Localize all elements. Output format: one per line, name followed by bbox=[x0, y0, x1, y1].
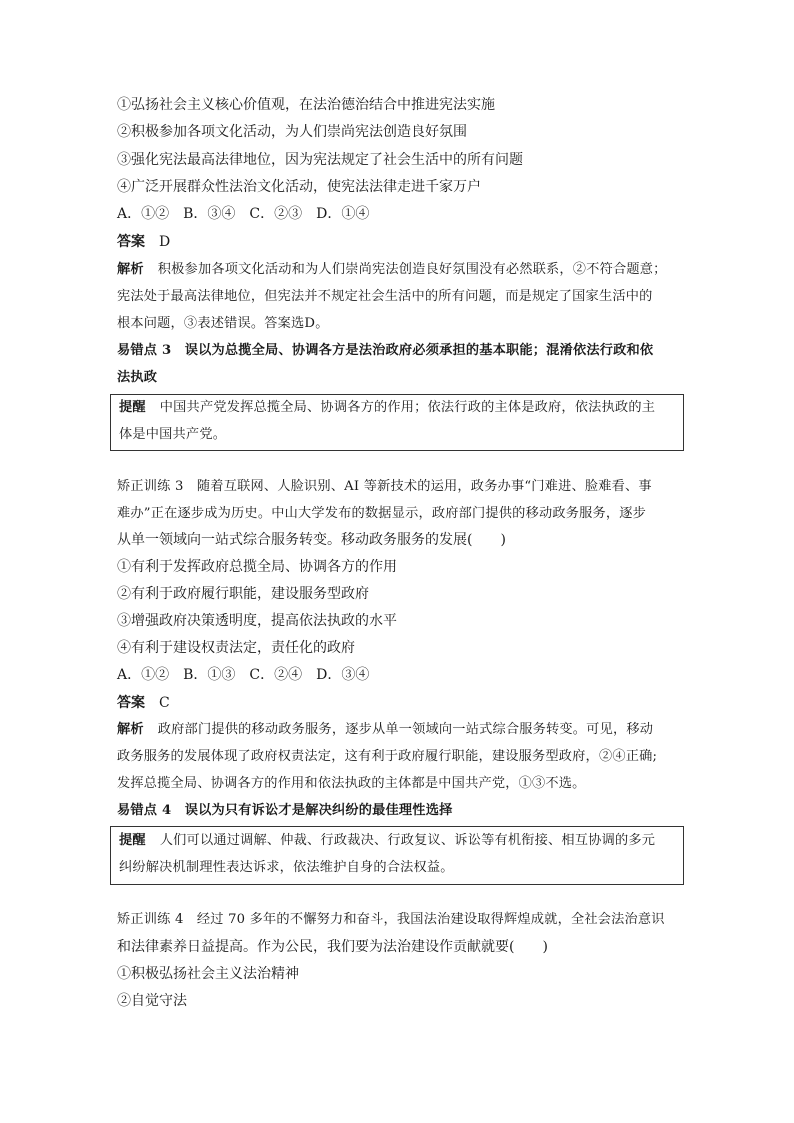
tip-box bbox=[110, 826, 684, 885]
tip-line: 体是中国共产党。 bbox=[119, 427, 227, 442]
answer-value: D bbox=[159, 234, 171, 250]
analysis-line: 宪法处于最高法律地位，但宪法并不规定社会生活中的所有问题，而是规定了国家生活中的 bbox=[117, 289, 653, 304]
tip-label: 提醒 bbox=[119, 400, 146, 415]
choices-line: A．①② B．①③ C．②④ D．③④ bbox=[117, 667, 370, 683]
option-line: ④广泛开展群众性法治文化活动，使宪法法律走进千家万户 bbox=[117, 179, 481, 195]
tip-box bbox=[110, 394, 684, 451]
answer-line bbox=[117, 232, 170, 252]
option-line: ①积极弘扬社会主义法治精神 bbox=[117, 966, 299, 982]
answer-line bbox=[117, 693, 170, 713]
option-line: ④有利于建设权责法定，责任化的政府 bbox=[117, 640, 355, 656]
analysis-line: 政务服务的发展体现了政府权责法定，这有利于政府履行职能，建设服务型政府，②④正确; bbox=[117, 749, 658, 764]
option-line: ②积极参加各项文化活动，为人们崇尚宪法创造良好氛围 bbox=[117, 124, 467, 140]
tip-label: 提醒 bbox=[119, 833, 146, 848]
option-line: ②有利于政府履行职能，建设服务型政府 bbox=[117, 586, 369, 602]
analysis-line: 根本问题，③表述错误。答案选D。 bbox=[117, 316, 329, 331]
option-line: ③强化宪法最高法律地位，因为宪法规定了社会生活中的所有问题 bbox=[117, 152, 523, 168]
analysis-line: 发挥总揽全局、协调各方的作用和依法执政的主体都是中国共产党，①③不选。 bbox=[117, 776, 586, 791]
question-stem: 矫正训练 4 经过 70 多年的不懈努力和奋斗，我国法治建设取得辉煌成就，全社会法治意识 bbox=[117, 912, 665, 927]
tip-text: 中国共产党发挥总揽全局、协调各方的作用；依法行政的主体是政府，依法执政的主 bbox=[159, 400, 656, 415]
tip-text: 人们可以通过调解、仲裁、行政裁决、行政复议、诉讼等有机衔接、相互协调的多元 bbox=[159, 833, 656, 848]
analysis-label: 解析 bbox=[117, 722, 144, 737]
option-line: ①有利于发挥政府总揽全局、协调各方的作用 bbox=[117, 559, 397, 575]
answer-value: C bbox=[159, 695, 170, 711]
analysis-line bbox=[117, 720, 653, 740]
question-stem: 从单一领域向一站式综合服务转变。移动政务服务的发展( ) bbox=[117, 532, 506, 548]
tip-line bbox=[119, 398, 655, 418]
option-line: ③增强政府决策透明度，提高依法执政的水平 bbox=[117, 613, 397, 629]
answer-label: 答案 bbox=[117, 234, 145, 250]
question-stem: 矫正训练 3 随着互联网、人脸识别、AI 等新技术的运用，政务办事“门难进、脸难看、事 bbox=[117, 479, 652, 494]
choices-line: A．①② B．③④ C．②③ D．①④ bbox=[117, 206, 370, 222]
tip-line: 纠纷解决机制理性表达诉求，依法维护自身的合法权益。 bbox=[119, 860, 454, 875]
option-line: ①弘扬社会主义核心价值观，在法治德治结合中推进宪法实施 bbox=[117, 97, 495, 113]
analysis-text: 政府部门提供的移动政务服务，逐步从单一领域向一站式综合服务转变。可见，移动 bbox=[157, 722, 654, 737]
answer-label: 答案 bbox=[117, 695, 145, 711]
analysis-label: 解析 bbox=[117, 262, 144, 277]
error-point-heading: 法执政 bbox=[117, 370, 158, 385]
question-stem: 难办”正在逐步成为历史。中山大学发布的数据显示，政府部门提供的移动政务服务，逐步 bbox=[117, 506, 647, 521]
analysis-line bbox=[117, 260, 667, 280]
error-point-heading: 易错点 4 误以为只有诉讼才是解决纠纷的最佳理性选择 bbox=[117, 803, 453, 818]
tip-line bbox=[119, 831, 655, 851]
option-line: ②自觉守法 bbox=[117, 993, 187, 1009]
error-point-heading: 易错点 3 误以为总揽全局、协调各方是法治政府必须承担的基本职能；混淆依法行政和依 bbox=[117, 343, 654, 358]
analysis-text: 积极参加各项文化活动和为人们崇尚宪法创造良好氛围没有必然联系，②不符合题意； bbox=[157, 262, 667, 277]
question-stem: 和法律素养日益提高。作为公民，我们要为法治建设作贡献就要( ) bbox=[117, 939, 548, 955]
